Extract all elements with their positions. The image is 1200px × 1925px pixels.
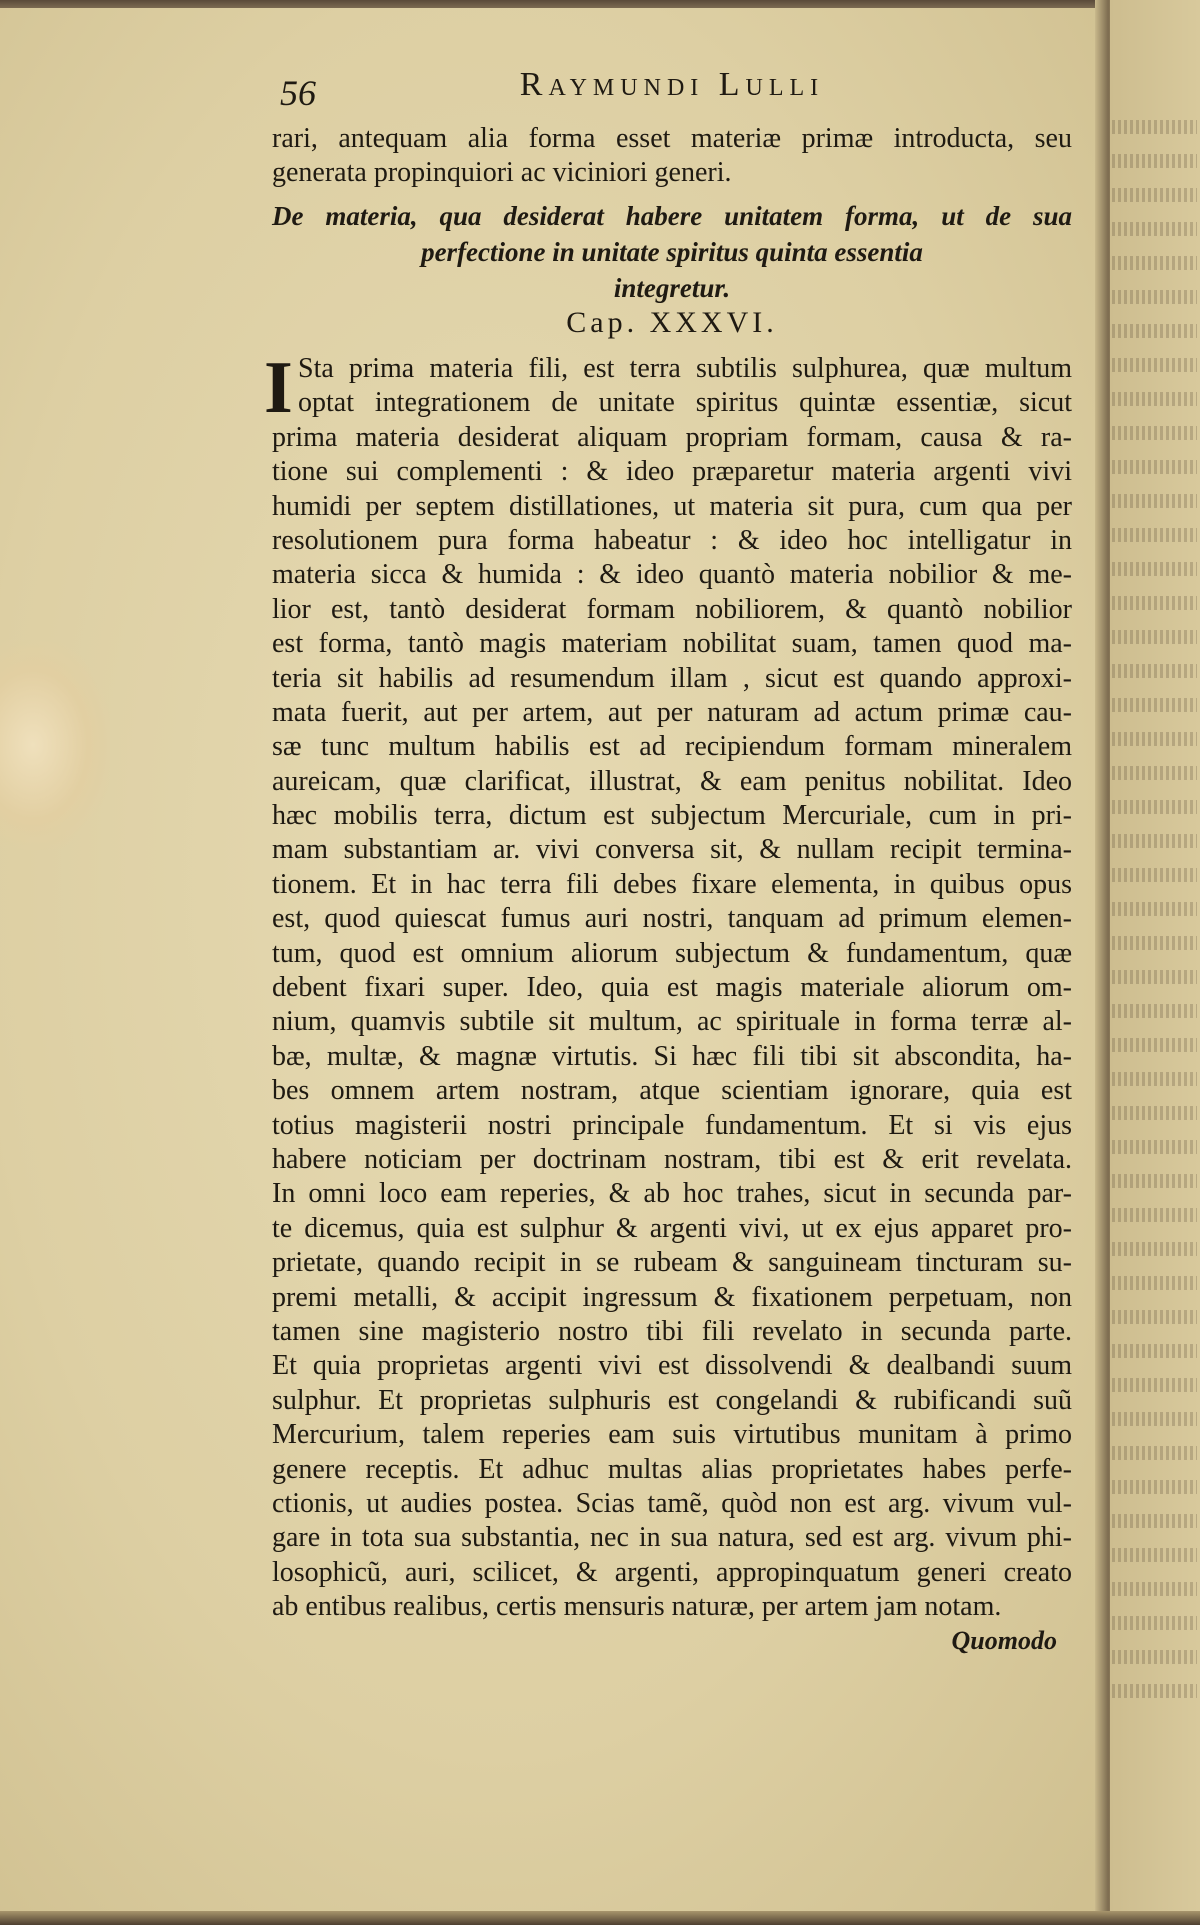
text-line: genere receptis. Et adhuc multas alias proprietates habes perfe- [272, 1453, 1072, 1485]
facing-page-text-fragment [1112, 732, 1197, 746]
facing-page-text-fragment [1112, 188, 1197, 202]
facing-page-text-fragment [1112, 1616, 1197, 1630]
facing-page-text-fragment [1112, 1174, 1197, 1188]
facing-page-text-fragment [1112, 392, 1197, 406]
text-line: teria sit habilis ad resumendum illam , sicut est quando approxi- [272, 662, 1072, 694]
chapter-number: Cap. XXXVI. [566, 306, 778, 339]
facing-page-text-fragment [1112, 1480, 1197, 1494]
facing-page-text-fragment [1112, 154, 1197, 168]
text-line: sulphur. Et proprietas sulphuris est congelandi & rubificandi suũ [272, 1384, 1072, 1416]
facing-page-text-fragment [1112, 766, 1197, 780]
facing-page-text-fragment [1112, 868, 1197, 882]
facing-page-text-fragment [1112, 358, 1197, 372]
title-line: De materia, qua desiderat habere unitatem forma, ut de sua [272, 201, 1072, 231]
facing-page-text-fragment [1112, 1684, 1197, 1698]
facing-page-text-fragment [1112, 1548, 1197, 1562]
facing-page-text-fragment [1112, 902, 1197, 916]
text-line: te dicemus, quia est sulphur & argenti vivi, ut ex ejus apparet pro- [272, 1212, 1072, 1244]
text-line: est forma, tantò magis materiam nobilitat suam, tamen quod ma- [272, 628, 1072, 660]
facing-page-text-fragment [1112, 1004, 1197, 1018]
text-line: mam substantiam ar. vivi conversa sit, & nullam recipit termina- [272, 834, 1072, 866]
text-line: optat integrationem de unitate spiritus quintæ essentiæ, sicut [298, 387, 1072, 419]
facing-page-text-fragment [1112, 1582, 1197, 1596]
text-line: debent fixari super. Ideo, quia est magis materiale aliorum om- [272, 972, 1072, 1004]
facing-page-text-fragment [1112, 460, 1197, 474]
text-line: Sta prima materia fili, est terra subtilis sulphurea, quæ multum [298, 353, 1072, 384]
chapter-title [272, 198, 1072, 306]
text-line: totius magisterii nostri principale fundamentum. Et si vis ejus [272, 1109, 1072, 1141]
page-header [272, 62, 1072, 112]
facing-page-text-fragment [1112, 664, 1197, 678]
facing-page-text-fragment [1112, 1446, 1197, 1460]
facing-page-text-fragment [1112, 1242, 1197, 1256]
text-line: tione sui complementi : & ideo præparetur materia argenti vivi [272, 456, 1072, 488]
facing-page-text-fragment [1112, 426, 1197, 440]
text-line: est, quod quiescat fumus auri nostri, tanquam ad primum elemen- [272, 903, 1072, 935]
text-line: aureicam, quæ clarificat, illustrat, & eam penitus nobilitat. Ideo [272, 765, 1072, 797]
text-line: bæ, multæ, & magnæ virtutis. Si hæc fili tibi sit abscondita, ha- [272, 1040, 1072, 1072]
facing-page-text-fragment [1112, 1514, 1197, 1528]
text-line: resolutionem pura forma habeatur : & ideo hoc intelligatur in [272, 524, 1072, 556]
catchword: Quomodo [951, 1626, 1057, 1655]
text-line: tamen sine magisterio nostro tibi fili revelato in secunda parte. [272, 1315, 1072, 1347]
text-line: lior est, tantò desiderat formam nobiliorem, & quantò nobilior [272, 593, 1072, 625]
facing-page-text-fragment [1112, 1106, 1197, 1120]
text-line: gare in tota sua substantia, nec in sua natura, sed est arg. vivum phi- [272, 1522, 1072, 1554]
text-line: rari, antequam alia forma esset materiæ primæ introducta, seu [272, 123, 1072, 154]
text-line: prima materia desiderat aliquam propriam formam, causa & ra- [272, 421, 1072, 453]
drop-cap: I [264, 347, 293, 429]
book-edge-bottom [0, 1911, 1200, 1925]
facing-page-text-fragment [1112, 256, 1197, 270]
text-line: materia sicca & humida : & ideo quantò materia nobilior & me- [272, 559, 1072, 591]
body-text [264, 347, 1072, 1624]
text-line: prietate, quando recipit in se rubeam & sanguineam tincturam su- [272, 1247, 1072, 1279]
facing-page-text-fragment [1112, 528, 1197, 542]
facing-page-text-fragment [1112, 1276, 1197, 1290]
facing-page-text-fragment [1112, 1310, 1197, 1324]
running-head: Raymundi Lulli [519, 66, 825, 103]
continuation-text [272, 122, 1072, 191]
facing-page-text-fragment [1112, 1650, 1197, 1664]
text-line: premi metalli, & accipit ingressum & fixationem perpetuam, non [272, 1281, 1072, 1313]
facing-page-edge [1110, 0, 1200, 1925]
facing-page-text-fragment [1112, 324, 1197, 338]
facing-page-text-fragment [1112, 970, 1197, 984]
text-line: ab entibus realibus, certis mensuris naturæ, per artem jam notam. [272, 1591, 1002, 1623]
text-line: nium, quamvis subtile sit multum, ac spirituale in forma terræ al- [272, 1006, 1072, 1038]
text-line: Mercurium, talem reperies eam suis virtutibus munitam à primo [272, 1419, 1072, 1451]
facing-page-text-fragment [1112, 1072, 1197, 1086]
facing-page-text-fragment [1112, 120, 1197, 134]
facing-page-text-fragment [1112, 290, 1197, 304]
text-line: hæc mobilis terra, dictum est subjectum Mercuriale, cum in pri- [272, 800, 1072, 832]
facing-page-text-fragment [1112, 834, 1197, 848]
facing-page-text-fragment [1112, 800, 1197, 814]
facing-page-text-fragment [1112, 630, 1197, 644]
facing-page-text-fragment [1112, 1140, 1197, 1154]
facing-page-text-fragment [1112, 1378, 1197, 1392]
text-line: sæ tunc multum habilis est ad recipiendum formam mineralem [272, 731, 1072, 763]
page-number: 56 [280, 73, 316, 113]
text-line: ctionis, ut audies postea. Scias tamẽ, quòd non est arg. vivum vul- [272, 1487, 1072, 1519]
text-line: mata fuerit, aut per artem, aut per naturam ad actum primæ cau- [272, 696, 1072, 728]
facing-page-text-fragment [1112, 1208, 1197, 1222]
facing-page-text-fragment [1112, 222, 1197, 236]
text-line: generata propinquiori ac viciniori generi. [272, 157, 732, 189]
facing-page-text-fragment [1112, 698, 1197, 712]
text-line: In omni loco eam reperies, & ab hoc trahes, sicut in secunda par- [272, 1178, 1072, 1210]
text-line: bes omnem artem nostram, atque scientiam ignorare, quia est [272, 1075, 1072, 1107]
facing-page-text-fragment [1112, 562, 1197, 576]
facing-page-text-fragment [1112, 596, 1197, 610]
facing-page-text-fragment [1112, 1344, 1197, 1358]
title-line: integretur. [613, 273, 731, 303]
text-line: habere noticiam per doctrinam nostram, tibi est & erit revelata. [272, 1143, 1072, 1175]
facing-page-text-fragment [1112, 494, 1197, 508]
facing-page-text-fragment [1112, 1038, 1197, 1052]
title-line: perfectione in unitate spiritus quinta essentia [421, 237, 923, 267]
text-line: humidi per septem distillationes, ut materia sit pura, cum qua per [272, 490, 1072, 522]
text-line: Et quia proprietas argenti vivi est dissolvendi & dealbandi suum [272, 1350, 1072, 1382]
page-stain [0, 640, 110, 850]
text-line: tionem. Et in hac terra fili debes fixare elementa, in quibus opus [272, 868, 1072, 900]
text-line: tum, quod est omnium aliorum subjectum & fundamentum, quæ [272, 937, 1072, 969]
text-line: losophicũ, auri, scilicet, & argenti, appropinquatum generi creato [272, 1556, 1072, 1588]
facing-page-text-fragment [1112, 936, 1197, 950]
facing-page-text-fragment [1112, 1412, 1197, 1426]
